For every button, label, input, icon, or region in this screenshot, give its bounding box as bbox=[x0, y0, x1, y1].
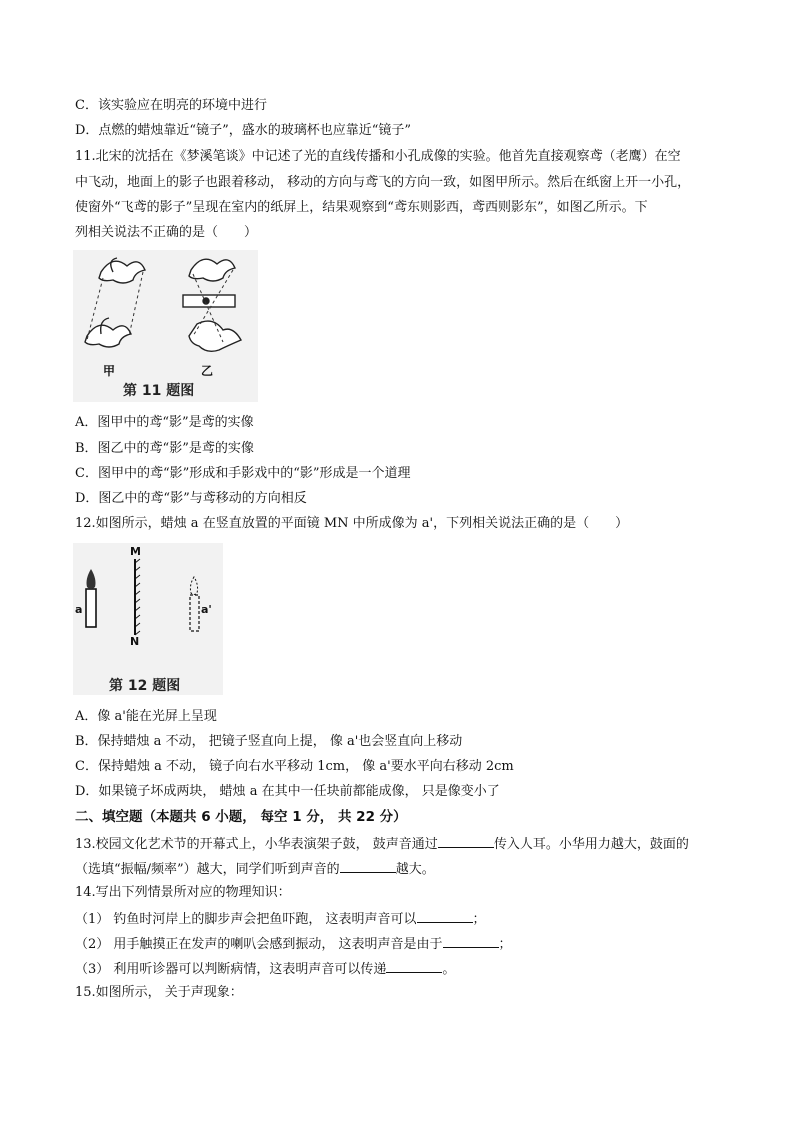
q12-label-n: N bbox=[130, 635, 140, 648]
q13-blank-1[interactable] bbox=[438, 834, 494, 848]
q12-option-d: D．如果镜子坏成两块， 蜡烛 a 在其中一任块前都能成像， 只是像变小了 bbox=[75, 784, 500, 799]
q11-option-c: C．图甲中的鸢“影”形成和手影戏中的“影”形成是一个道理 bbox=[75, 466, 411, 481]
q11-stem-line-4: 列相关说法不正确的是（ ） bbox=[75, 225, 258, 240]
q11-label-right: 乙 bbox=[201, 364, 214, 378]
plane-mirror-diagram bbox=[73, 543, 223, 695]
q11-figure-caption: 第 11 题图 bbox=[123, 383, 195, 399]
q12-label-m: M bbox=[130, 545, 141, 558]
q13-line-2-text-b: 越大。 bbox=[395, 862, 435, 877]
q11-label-left: 甲 bbox=[103, 364, 116, 378]
q14-item-1-end: ； bbox=[472, 912, 486, 927]
q12-option-a: A．像 a'能在光屏上呈现 bbox=[75, 709, 217, 724]
q14-blank-3[interactable] bbox=[386, 959, 442, 973]
q14-blank-1[interactable] bbox=[417, 909, 473, 923]
q11-stem-line-2: 中飞动，地面上的影子也跟着移动， 移动的方向与鸢飞的方向一致，如图甲所示。然后在纸窗上开一小孔， bbox=[75, 175, 691, 190]
q11-figure bbox=[73, 250, 258, 402]
q12-figure bbox=[73, 543, 223, 695]
q10-option-c: C．该实验应在明亮的环境中进行 bbox=[75, 98, 267, 113]
q13-line-1-text-a: 13.校园文化艺术节的开幕式上，小华表演架子鼓， 鼓声音通过 bbox=[75, 837, 438, 852]
q14-item-2 bbox=[75, 934, 512, 954]
q13-line-1 bbox=[75, 834, 689, 854]
q11-stem-line-1: 11.北宋的沈括在《梦溪笔谈》中记述了光的直线传播和小孔成像的实验。他首先直接观察鸢（老鹰）在空 bbox=[75, 149, 681, 164]
q10-option-d: D．点燃的蜡烛靠近“镜子”，盛水的玻璃杯也应靠近“镜子” bbox=[75, 123, 412, 138]
q12-stem: 12.如图所示，蜡烛 a 在竖直放置的平面镜 MN 中所成像为 a'，下列相关说法正确的是（ ） bbox=[75, 516, 629, 531]
q11-option-d: D．图乙中的鸢“影”与鸢移动的方向相反 bbox=[75, 491, 307, 506]
q14-stem: 14.写出下列情景所对应的物理知识： bbox=[75, 885, 291, 900]
q14-item-1 bbox=[75, 909, 486, 929]
q11-stem-line-3: 使窗外“飞鸢的影子”呈现在室内的纸屏上，结果观察到“鸢东则影西，鸢西则影东”，如图乙所示。下 bbox=[75, 200, 648, 215]
q12-option-b: B．保持蜡烛 a 不动， 把镜子竖直向上提， 像 a'也会竖直向上移动 bbox=[75, 734, 463, 749]
q14-item-3-end: 。 bbox=[442, 962, 456, 977]
q13-line-1-text-b: 传入人耳。小华用力越大，鼓面的 bbox=[493, 837, 689, 852]
q14-item-2-end: ； bbox=[498, 937, 512, 952]
q14-item-1-text: （1） 钓鱼时河岸上的脚步声会把鱼吓跑， 这表明声音可以 bbox=[75, 912, 417, 927]
section-heading: 二、填空题（本题共 6 小题， 每空 1 分， 共 22 分） bbox=[75, 809, 407, 825]
q13-blank-2[interactable] bbox=[340, 859, 396, 873]
q14-item-3-text: （3） 利用听诊器可以判断病情，这表明声音可以传递 bbox=[75, 962, 387, 977]
q12-label-a-image: a' bbox=[201, 603, 212, 616]
q12-label-a: a bbox=[75, 603, 83, 616]
q13-line-2 bbox=[75, 859, 435, 879]
q11-option-a: A．图甲中的鸢“影”是鸢的实像 bbox=[75, 415, 254, 430]
q14-blank-2[interactable] bbox=[443, 934, 499, 948]
q12-figure-caption: 第 12 题图 bbox=[109, 678, 181, 694]
q13-line-2-text-a: （选填“振幅/频率”）越大，同学们听到声音的 bbox=[75, 862, 340, 877]
q15-stem: 15.如图所示， 关于声现象： bbox=[75, 985, 243, 1000]
q14-item-3 bbox=[75, 959, 455, 979]
q14-item-2-text: （2） 用手触摸正在发声的喇叭会感到振动， 这表明声音是由于 bbox=[75, 937, 443, 952]
q11-option-b: B．图乙中的鸢“影”是鸢的实像 bbox=[75, 441, 254, 456]
q12-option-c: C．保持蜡烛 a 不动， 镜子向右水平移动 1cm， 像 a'要水平向右移动 2cm bbox=[75, 759, 514, 774]
